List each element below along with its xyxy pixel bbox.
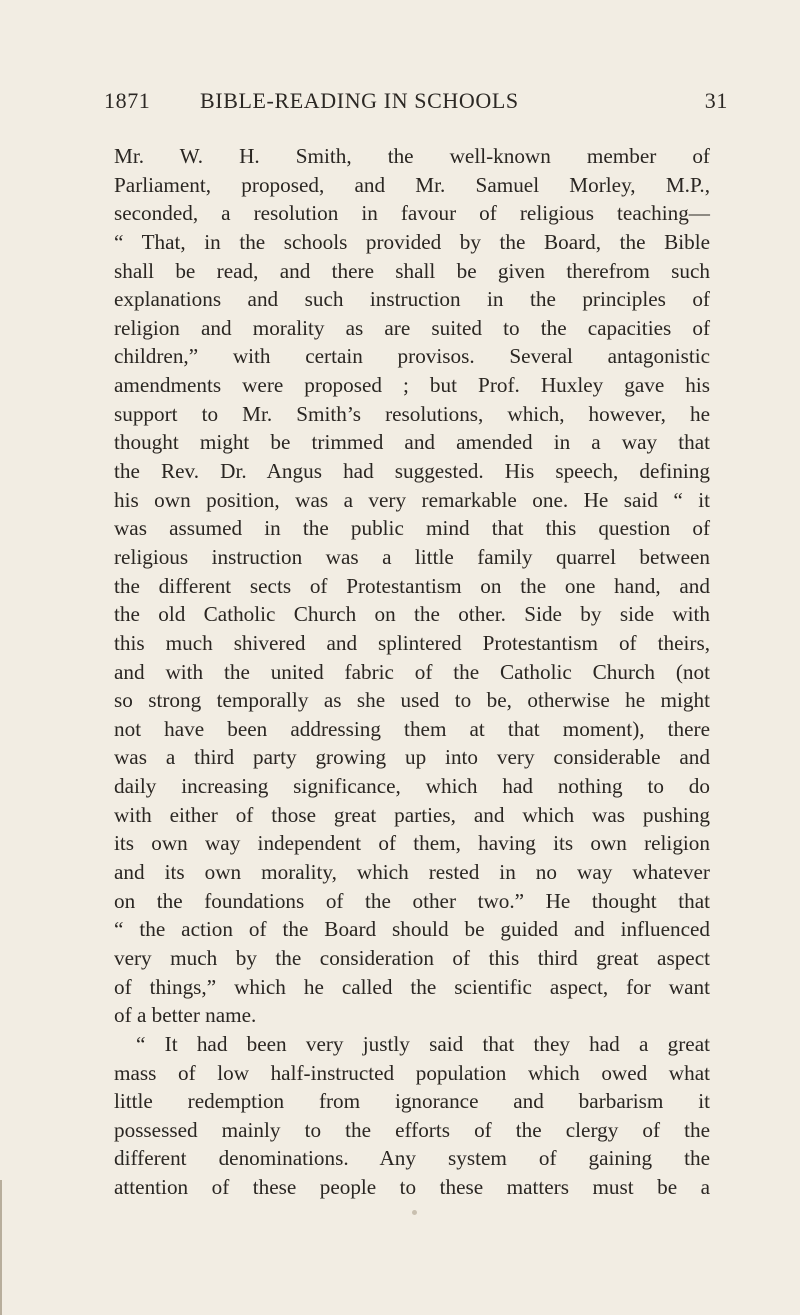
text-line: daily increasing significance, which had nothing to do: [114, 774, 710, 799]
text-line: religious instruction was a little family quarrel between: [114, 544, 710, 569]
text-line: not have been addressing them at that moment), there: [114, 716, 710, 741]
text-line: with either of those great parties, and which was pushing: [114, 802, 710, 827]
text-line: children,” with certain provisos. Several antagonistic: [114, 344, 710, 369]
text-line: thought might be trimmed and amended in a way that: [114, 430, 710, 455]
running-head-year: 1871: [104, 88, 151, 113]
text-line: amendments were proposed ; but Prof. Huxley gave his: [114, 373, 710, 398]
body-text: [114, 142, 710, 1202]
text-line: possessed mainly to the efforts of the clergy of the: [114, 1117, 710, 1142]
text-line: little redemption from ignorance and barbarism it: [114, 1089, 710, 1114]
text-line: “ the action of the Board should be guided and influenced: [114, 917, 710, 942]
text-line: its own way independent of them, having its own religion: [114, 831, 710, 856]
text-line: different denominations. Any system of gaining the: [114, 1146, 710, 1171]
text-line: on the foundations of the other two.” He thought that: [114, 888, 710, 913]
page-edge-shadow: [0, 1180, 2, 1315]
text-line: mass of low half-instructed population which owed what: [114, 1060, 710, 1085]
text-line: support to Mr. Smith’s resolutions, which, however, he: [114, 401, 710, 426]
text-line: the Rev. Dr. Angus had suggested. His speech, defining: [114, 459, 710, 484]
text-line: seconded, a resolution in favour of religious teaching—: [114, 201, 710, 226]
text-line: and with the united fabric of the Catholic Church (not: [114, 659, 710, 684]
text-line: this much shivered and splintered Protestantism of theirs,: [114, 630, 710, 655]
running-head: [104, 88, 728, 122]
text-line: was assumed in the public mind that this question of: [114, 516, 710, 541]
text-line: explanations and such instruction in the principles of: [114, 287, 710, 312]
text-line: “ It had been very justly said that they had a great: [136, 1031, 710, 1056]
text-line: religion and morality as are suited to the capacities of: [114, 315, 710, 340]
page-number: 31: [704, 88, 728, 113]
text-line: Parliament, proposed, and Mr. Samuel Morley, M.P.,: [114, 172, 710, 197]
text-line: so strong temporally as she used to be, otherwise he might: [114, 688, 710, 713]
text-line: attention of these people to these matters must be a: [114, 1175, 710, 1200]
text-line: his own position, was a very remarkable one. He said “ it: [114, 487, 710, 512]
paper-speck: [412, 1210, 417, 1215]
running-head-title: BIBLE-READING IN SCHOOLS: [200, 88, 519, 113]
text-line: Mr. W. H. Smith, the well-known member of: [114, 144, 710, 168]
text-line: and its own morality, which rested in no way whatever: [114, 860, 710, 885]
text-line: shall be read, and there shall be given therefrom such: [114, 258, 710, 283]
text-line: of things,” which he called the scientific aspect, for want: [114, 974, 710, 999]
text-line: very much by the consideration of this third great aspect: [114, 945, 710, 970]
text-line: of a better name.: [114, 1003, 257, 1028]
text-line: the different sects of Protestantism on the one hand, and: [114, 573, 710, 598]
text-line: the old Catholic Church on the other. Side by side with: [114, 602, 710, 627]
text-line: “ That, in the schools provided by the Board, the Bible: [114, 229, 710, 254]
text-line: was a third party growing up into very considerable and: [114, 745, 710, 770]
